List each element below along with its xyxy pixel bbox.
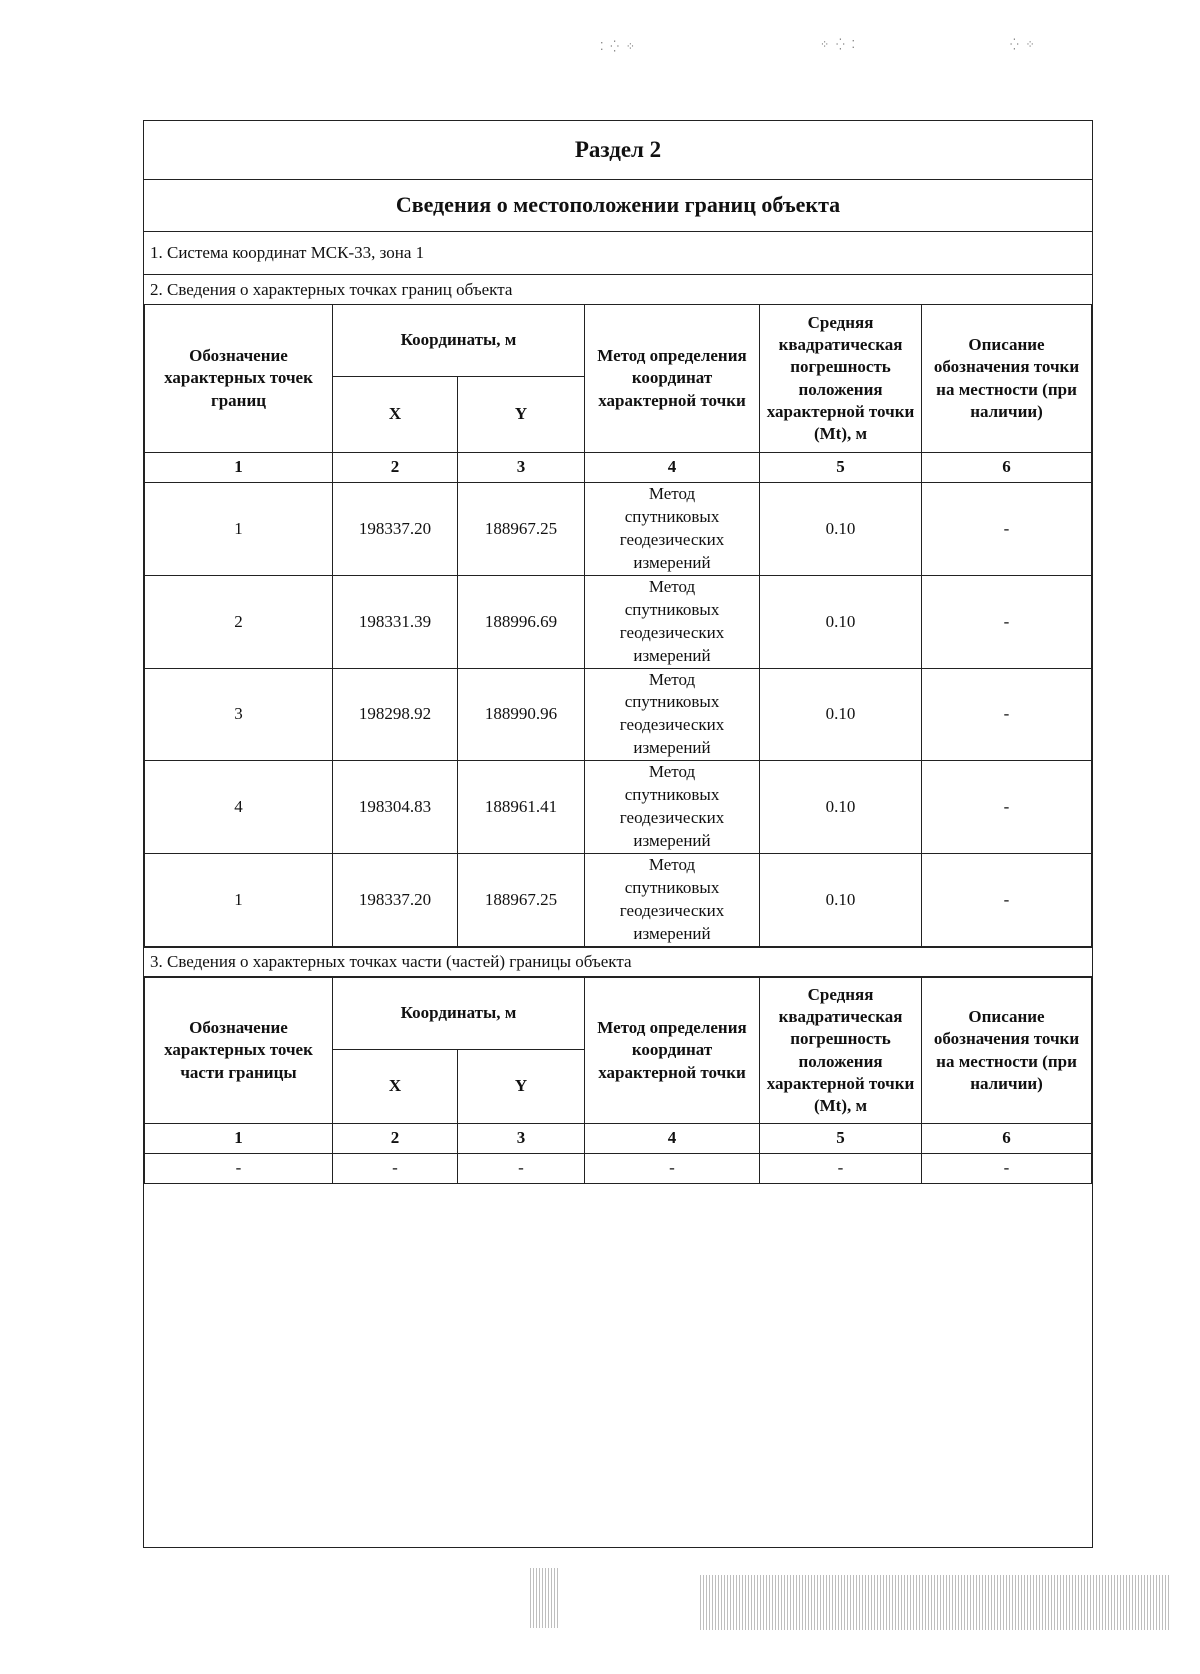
method-line: Метод [648,762,696,782]
column-number: 3 [458,453,585,483]
coord-y: 188990.96 [458,668,585,761]
method-line: измерений [633,645,711,665]
error-value: - [760,1154,922,1184]
header-method: Метод определения координат характерной точки [585,305,760,453]
coord-y: - [458,1154,585,1184]
coord-y: 188961.41 [458,761,585,854]
method-line: измерений [633,831,711,851]
method-line: измерений [633,552,711,572]
method-cell [585,668,760,761]
point-number: 1 [145,854,333,947]
coord-x: 198331.39 [333,575,458,668]
column-number: 4 [585,453,760,483]
column-number: 5 [760,1124,922,1154]
header-x: X [333,377,458,453]
header-description: Описание обозначения точки на местности (при наличии) [922,978,1092,1124]
header-y: Y [458,377,585,453]
column-number: 6 [922,453,1092,483]
header-x: X [333,1050,458,1124]
method-line: спутниковых [624,877,720,897]
error-value: 0.10 [760,483,922,576]
table-row [145,761,1092,854]
section-frame [143,120,1093,1548]
boundary-points-table [144,304,1092,947]
method-line: геодезических [619,529,725,549]
scan-artifact-bottom-2 [700,1575,1170,1630]
header-description: Описание обозначения точки на местности (при наличии) [922,305,1092,453]
method-line: геодезических [619,808,725,828]
description-value: - [922,575,1092,668]
part-points-table [144,977,1092,1184]
column-numbers-row [145,1124,1092,1154]
header-designation: Обозначение характерных точек части границы [145,978,333,1124]
coord-x: 198298.92 [333,668,458,761]
method-line: измерений [633,923,711,943]
coord-x: 198337.20 [333,483,458,576]
point-number: 2 [145,575,333,668]
method-line: геодезических [619,715,725,735]
scan-artifact-bottom-1 [530,1568,560,1628]
method-line: геодезических [619,900,725,920]
column-number: 6 [922,1124,1092,1154]
table-row [145,668,1092,761]
point-number: - [145,1154,333,1184]
points-heading: 2. Сведения о характерных точках границ объекта [144,275,1092,305]
section-title: Раздел 2 [144,121,1092,180]
column-number: 1 [145,1124,333,1154]
coordinate-system-line: 1. Система координат МСК-33, зона 1 [144,231,1092,275]
coord-y: 188996.69 [458,575,585,668]
method-line: спутниковых [624,506,720,526]
description-value: - [922,668,1092,761]
scan-artifact-top: ⁚ ⁛ ⁘ [600,41,637,53]
description-value: - [922,483,1092,576]
coord-x: - [333,1154,458,1184]
table-row [145,1154,1092,1184]
header-coordinates: Координаты, м [333,305,585,377]
method-line: измерений [633,738,711,758]
method-line: геодезических [619,622,725,642]
scan-artifact-top-3: ⁛ ⁘ [1010,39,1037,51]
method-cell: - [585,1154,760,1184]
point-number: 3 [145,668,333,761]
error-value: 0.10 [760,575,922,668]
table-row [145,854,1092,947]
point-number: 4 [145,761,333,854]
description-value: - [922,1154,1092,1184]
header-method: Метод определения координат характерной точки [585,978,760,1124]
error-value: 0.10 [760,668,922,761]
column-number: 1 [145,453,333,483]
scan-artifact-top-2: ⁘ ⁛ ⁚ [820,39,857,51]
header-y: Y [458,1050,585,1124]
column-numbers-row [145,453,1092,483]
method-line: спутниковых [624,599,720,619]
table-row [145,575,1092,668]
header-coordinates: Координаты, м [333,978,585,1050]
method-cell [585,575,760,668]
column-number: 2 [333,453,458,483]
point-number: 1 [145,483,333,576]
description-value: - [922,854,1092,947]
coord-y: 188967.25 [458,483,585,576]
parts-heading: 3. Сведения о характерных точках части (частей) границы объекта [144,947,1092,977]
coord-x: 198337.20 [333,854,458,947]
column-number: 5 [760,453,922,483]
column-number: 2 [333,1124,458,1154]
error-value: 0.10 [760,761,922,854]
method-line: Метод [648,669,696,689]
method-cell [585,483,760,576]
coord-x: 198304.83 [333,761,458,854]
method-cell [585,761,760,854]
method-line: Метод [648,576,696,596]
column-number: 4 [585,1124,760,1154]
header-designation: Обозначение характерных точек границ [145,305,333,453]
method-line: спутниковых [624,692,720,712]
section-subtitle: Сведения о местоположении границ объекта [144,179,1092,232]
method-line: спутниковых [624,785,720,805]
header-error: Средняя квадратическая погрешность положения характерной точки (Mt), м [760,978,922,1124]
method-line: Метод [648,484,696,503]
method-cell [585,854,760,947]
column-number: 3 [458,1124,585,1154]
description-value: - [922,761,1092,854]
header-error: Средняя квадратическая погрешность положения характерной точки (Mt), м [760,305,922,453]
error-value: 0.10 [760,854,922,947]
coord-y: 188967.25 [458,854,585,947]
method-line: Метод [648,855,696,874]
table-row [145,483,1092,576]
